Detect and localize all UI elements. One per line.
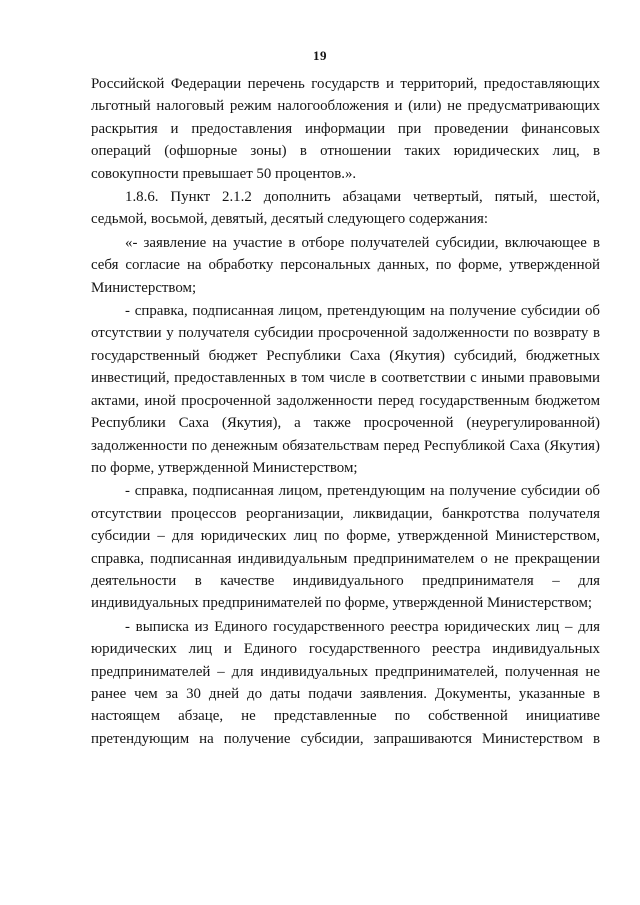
paragraph-clause-1-8-6: 1.8.6. Пункт 2.1.2 дополнить абзацами четвертый, пятый, шестой, седьмой, восьмой, девятый, десятый следующего содержания:	[91, 189, 600, 228]
document-body	[91, 73, 600, 751]
page-number: 19	[313, 48, 327, 63]
paragraph-application-statement: «- заявление на участие в отборе получателей субсидии, включающее в себя согласие на обработку персональных данных, по форме, утвержденной Министерством;	[91, 234, 600, 296]
paragraph-offshore-continuation: Российской Федерации перечень государств и территорий, предоставляющих льготный налоговый режим налогообложения и (или) не предусматривающих раскрытия и предоставления информации при проведении финансовых операций (офшорные зоны) в отношении таких юридических лиц, в совокупности превышает 50 процентов.».	[91, 76, 600, 182]
paragraph-debt-certificate: - справка, подписанная лицом, претендующим на получение субсидии об отсутствии у получателя субсидии просроченной задолженности по возврату в государственный бюджет Республики Саха (Якутия) субсидий, бюджетных инвестиций, предоставленных в том числе в соответствии с иными правовыми актами, иной просроченной задолженности перед государственным бюджетом Республики Саха (Якутия), а также просроченной (неурегулированной) задолженности по денежным обязательствам перед Республикой Саха (Якутия) по форме, утвержденной Министерством;	[91, 303, 600, 476]
paragraph-reorganization-certificate: - справка, подписанная лицом, претендующим на получение субсидии об отсутствии процессов реорганизации, ликвидации, банкротства получателя субсидии – для юридических лиц по форме, утвержденной Министерством, справка, подписанная индивидуальным предпринимателем о не прекращении деятельности в качестве индивидуального предпринимателя – для индивидуальных предпринимателей по форме, утвержденной Министерством;	[91, 483, 600, 612]
paragraph-registry-extract: - выписка из Единого государственного реестра юридических лиц – для юридических лиц и Единого государственного реестра индивидуальных предпринимателей – для индивидуальных предпринимателей, полученная не ранее чем за 30 дней до даты подачи заявления. Документы, указанные в настоящем абзаце, не представленные по собственной инициативе претендующим на получение субсидии, запрашиваются Министерством в	[91, 618, 600, 747]
